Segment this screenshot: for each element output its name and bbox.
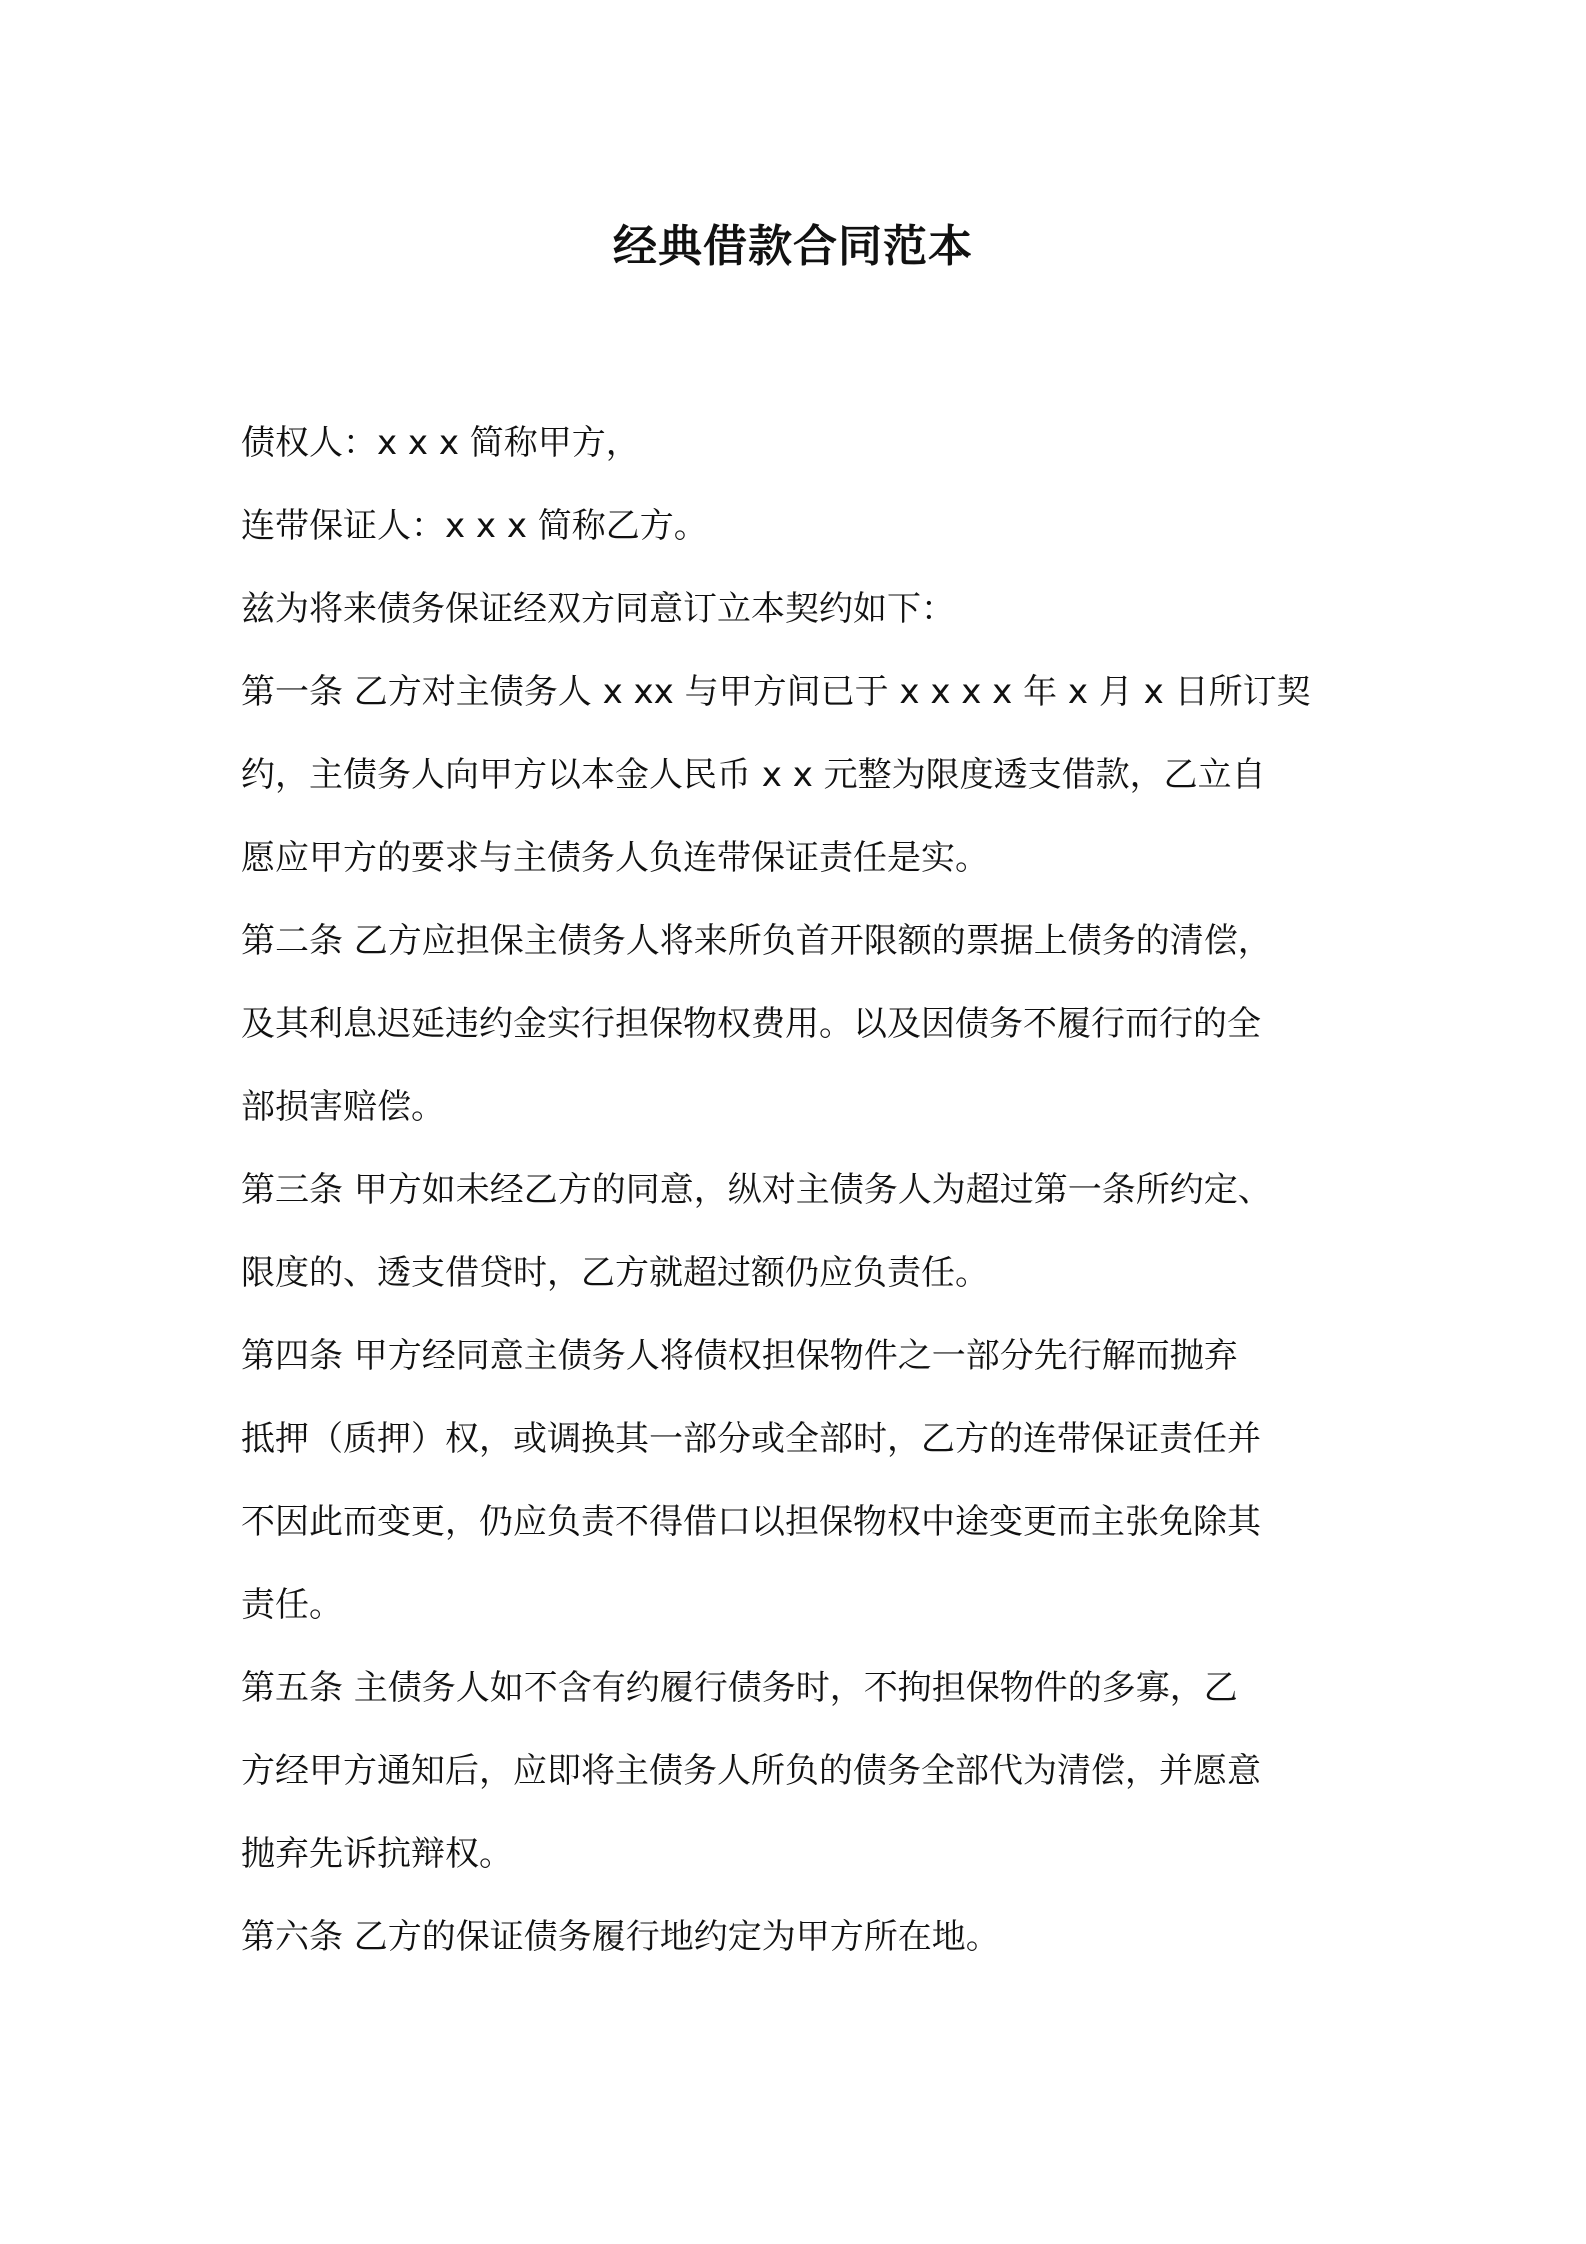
text-line: 第二条 乙方应担保主债务人将来所负首开限额的票据上债务的清偿， (241, 921, 1272, 961)
text-line: 方经甲方通知后，应即将主债务人所负的债务全部代为清偿，并愿意 (241, 1751, 1261, 1791)
article-5 (241, 1647, 1361, 1896)
article-2 (241, 900, 1361, 1149)
text-line: 抵押（质押）权，或调换其一部分或全部时，乙方的连带保证责任并 (241, 1419, 1261, 1459)
text-line: 第一条 乙方对主债务人 x xx 与甲方间已于 x x x x 年 x 月 x 日所订契 (241, 672, 1311, 712)
article-4 (241, 1315, 1361, 1647)
document-title: 经典借款合同范本 (613, 221, 973, 272)
text-line: 第三条 甲方如未经乙方的同意，纵对主债务人为超过第一条所约定、 (241, 1170, 1272, 1210)
text-line: 约，主债务人向甲方以本金人民币 x x 元整为限度透支借款，乙立自 (241, 755, 1266, 795)
article-3 (241, 1149, 1361, 1315)
text-line: 不因此而变更，仍应负责不得借口以担保物权中途变更而主张免除其 (241, 1502, 1261, 1542)
creditor-line (241, 402, 1361, 485)
text-line: 及其利息迟延违约金实行担保物权费用。以及因债务不履行而行的全 (241, 1004, 1261, 1044)
text-line: 第四条 甲方经同意主债务人将债权担保物件之一部分先行解而抛弃 (241, 1336, 1238, 1376)
article-6 (241, 1896, 1361, 1979)
text-line: 兹为将来债务保证经双方同意订立本契约如下： (241, 589, 955, 629)
text-line: 部损害赔偿。 (241, 1087, 445, 1127)
preamble (241, 568, 1361, 651)
text-line: 第五条 主债务人如不含有约履行债务时，不拘担保物件的多寡，乙 (241, 1668, 1238, 1708)
text-line: 债权人：x x x 简称甲方， (241, 423, 640, 463)
text-line: 连带保证人：x x x 简称乙方。 (241, 506, 708, 546)
text-line: 责任。 (241, 1585, 343, 1625)
text-line: 第六条 乙方的保证债务履行地约定为甲方所在地。 (241, 1917, 1000, 1957)
text-line: 抛弃先诉抗辩权。 (241, 1834, 513, 1874)
text-line: 愿应甲方的要求与主债务人负连带保证责任是实。 (241, 838, 989, 878)
guarantor-line (241, 485, 1361, 568)
article-1 (241, 651, 1361, 900)
document-body (241, 402, 1361, 1979)
text-line: 限度的、透支借贷时，乙方就超过额仍应负责任。 (241, 1253, 989, 1293)
